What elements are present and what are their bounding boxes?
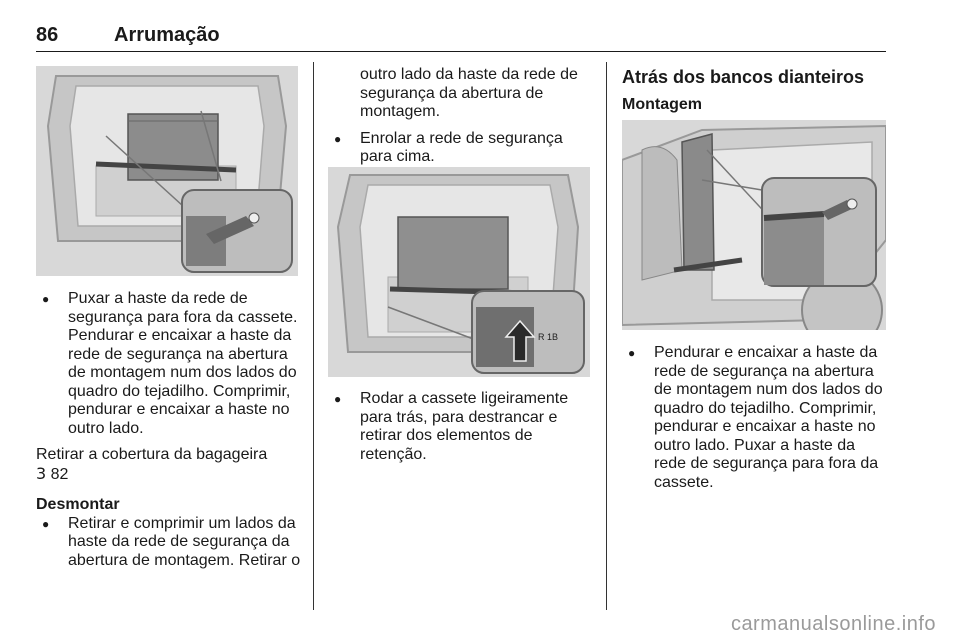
column-1-text xyxy=(36,290,306,570)
column-2-text-top xyxy=(328,66,598,167)
list-item: ● Puxar a haste da rede de segurança para fora da cassete. Pendurar e encaixar a haste da rede de segurança na abertura de montagem num dos lados do quadro do tejadilho. Comprimir, pendurar e encaixar a haste no outro lado. xyxy=(36,290,306,438)
subheading-desmontar: Desmontar xyxy=(36,496,120,513)
list-item: ● Rodar a cassete ligeiramente para trás, para destrancar e retirar dos elementos de retenção. xyxy=(328,390,598,464)
section-title: Atrás dos bancos dianteiros xyxy=(622,67,865,87)
page-reference[interactable]: 82 xyxy=(50,465,69,483)
column-divider-2 xyxy=(606,62,607,610)
column-2-text-bottom xyxy=(328,390,598,464)
figure-trunk-net-install xyxy=(36,66,298,276)
figure-trunk-net-remove xyxy=(328,167,590,377)
column-3-text xyxy=(622,344,890,492)
figure-front-seat-net xyxy=(622,120,886,330)
bullet-list xyxy=(36,290,306,438)
bullet-list xyxy=(328,130,598,167)
paragraph-text: Retirar a cobertura da bagageira xyxy=(36,446,268,463)
list-item: ● Pendurar e encaixar a haste da rede de segurança na abertura de montagem num dos lados do quadro do tejadilho. Comprimir, pendurar e encaixar a haste no outro lado. Puxar a haste da rede de segurança para fora da cassete. xyxy=(622,344,890,492)
list-item: ● Retirar e comprimir um lados da haste da rede de segurança da abertura de montagem. Retirar o xyxy=(36,515,306,571)
continuation-text: outro lado da haste da rede de segurança da abertura de montagem. xyxy=(360,66,578,120)
bullet-list xyxy=(328,390,598,464)
column-3-heading xyxy=(622,66,886,115)
subheading-montagem: Montagem xyxy=(622,96,702,113)
page-number: 86 xyxy=(36,24,59,46)
figure-label: R 1B xyxy=(538,332,559,342)
watermark: carmanualsonline.info xyxy=(730,613,936,635)
list-item: ● Enrolar a rede de segurança para cima. xyxy=(328,130,598,167)
column-divider-1 xyxy=(313,62,314,610)
paragraph xyxy=(36,446,306,484)
bullet-list xyxy=(36,515,306,571)
chapter-title: Arrumação xyxy=(114,24,220,46)
page-header xyxy=(36,22,886,52)
page-reference-icon: 3 xyxy=(36,463,47,483)
bullet-list xyxy=(622,344,890,492)
